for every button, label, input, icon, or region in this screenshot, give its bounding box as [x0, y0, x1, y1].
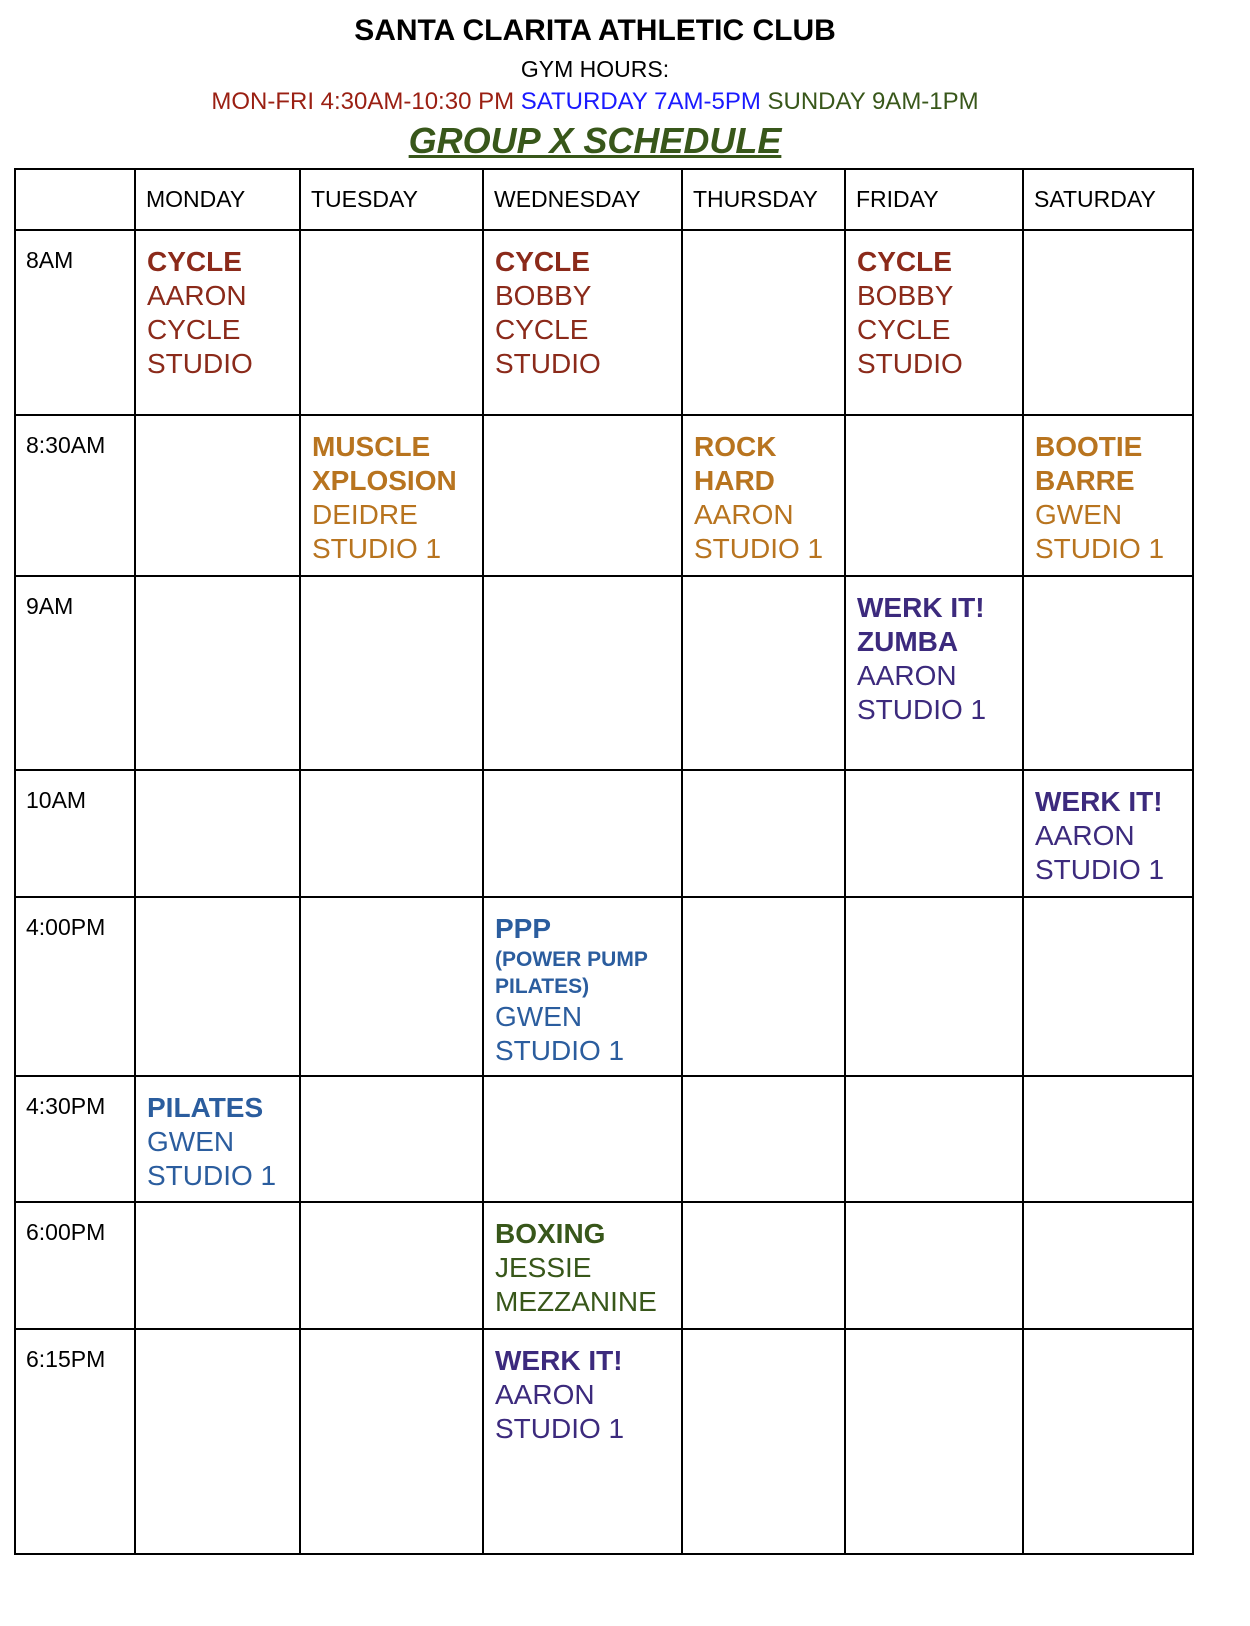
class-cell [845, 415, 1023, 576]
class-name: BOOTIE [1035, 431, 1143, 462]
instructor: AARON [694, 499, 794, 530]
class-cell [845, 1076, 1023, 1202]
instructor: DEIDRE [312, 499, 418, 530]
class-cell [682, 1076, 845, 1202]
table-row [15, 1329, 1193, 1554]
location: MEZZANINE [495, 1286, 657, 1317]
instructor: GWEN [495, 1001, 583, 1032]
class-cell [300, 415, 483, 576]
schedule-title: GROUP X SCHEDULE [408, 120, 782, 161]
day-header: WEDNESDAY [483, 169, 682, 230]
class-name: BARRE [1035, 465, 1135, 496]
day-header: FRIDAY [845, 169, 1023, 230]
location: STUDIO 1 [495, 1035, 625, 1066]
location: STUDIO 1 [495, 1413, 625, 1444]
class-cell [682, 576, 845, 770]
class-cell [682, 1202, 845, 1329]
day-header: MONDAY [135, 169, 300, 230]
day-header: SATURDAY [1023, 169, 1193, 230]
hours-segment: SUNDAY 9AM-1PM [767, 88, 979, 115]
class-cell [483, 576, 682, 770]
table-row [15, 770, 1193, 897]
location: STUDIO [147, 348, 253, 379]
class-cell [682, 897, 845, 1076]
class-cell [135, 415, 300, 576]
class-cell [483, 1202, 682, 1329]
instructor: AARON [495, 1379, 595, 1410]
class-name: CYCLE [147, 246, 242, 277]
class-cell [1023, 770, 1193, 897]
class-cell [845, 770, 1023, 897]
class-cell [300, 576, 483, 770]
day-header: THURSDAY [682, 169, 845, 230]
location: CYCLE [495, 314, 589, 345]
instructor: AARON [1035, 820, 1135, 851]
header-row [15, 169, 1193, 230]
class-cell [135, 1329, 300, 1554]
class-cell [483, 230, 682, 415]
gym-hours-label: GYM HOURS: [520, 56, 670, 82]
class-name: CYCLE [857, 246, 952, 277]
class-name: BOXING [495, 1218, 606, 1249]
class-cell [300, 1329, 483, 1554]
club-name: SANTA CLARITA ATHLETIC CLUB [354, 14, 836, 47]
class-cell [682, 770, 845, 897]
location: STUDIO 1 [694, 533, 824, 564]
instructor: AARON [147, 280, 247, 311]
location: STUDIO 1 [1035, 854, 1165, 885]
class-cell [135, 897, 300, 1076]
class-cell [682, 230, 845, 415]
instructor: AARON [857, 660, 957, 691]
corner-cell [15, 169, 135, 230]
table-row [15, 415, 1193, 576]
table-row [15, 1076, 1193, 1202]
class-cell [483, 897, 682, 1076]
time-cell: 8:30AM [15, 415, 135, 576]
class-name: WERK IT! [857, 592, 985, 623]
location: STUDIO 1 [147, 1160, 277, 1191]
class-name: XPLOSION [312, 465, 457, 496]
class-cell [135, 1202, 300, 1329]
instructor: GWEN [147, 1126, 235, 1157]
location: STUDIO 1 [312, 533, 442, 564]
class-cell [1023, 230, 1193, 415]
class-cell [300, 897, 483, 1076]
class-name: PPP [495, 913, 552, 944]
location: STUDIO 1 [1035, 533, 1165, 564]
class-cell [135, 230, 300, 415]
class-cell [1023, 1329, 1193, 1554]
class-cell [483, 415, 682, 576]
class-name: PILATES [147, 1092, 264, 1123]
time-cell: 8AM [15, 230, 135, 415]
class-subtitle: (POWER PUMP [495, 948, 648, 971]
table-row [15, 230, 1193, 415]
location: CYCLE [857, 314, 951, 345]
class-cell [300, 230, 483, 415]
location: STUDIO [495, 348, 601, 379]
class-cell [845, 1202, 1023, 1329]
class-cell [682, 415, 845, 576]
class-cell [845, 576, 1023, 770]
time-cell: 4:30PM [15, 1076, 135, 1202]
time-cell: 6:15PM [15, 1329, 135, 1554]
class-name: CYCLE [495, 246, 590, 277]
class-name: HARD [694, 465, 775, 496]
class-cell [135, 576, 300, 770]
location: CYCLE [147, 314, 241, 345]
class-cell [1023, 1076, 1193, 1202]
class-name: WERK IT! [495, 1345, 623, 1376]
gym-hours [0, 88, 1190, 116]
class-subtitle: PILATES) [495, 975, 590, 998]
time-cell: 4:00PM [15, 897, 135, 1076]
table-row [15, 576, 1193, 770]
class-cell [300, 1202, 483, 1329]
location: STUDIO 1 [857, 694, 987, 725]
class-cell [845, 1329, 1023, 1554]
day-header: TUESDAY [300, 169, 483, 230]
hours-segment: MON-FRI 4:30AM-10:30 PM [211, 88, 515, 115]
hours-segment: SATURDAY 7AM-5PM [520, 88, 761, 115]
class-name: MUSCLE [312, 431, 431, 462]
table-row [15, 1202, 1193, 1329]
class-cell [300, 1076, 483, 1202]
class-cell [845, 897, 1023, 1076]
class-cell [1023, 576, 1193, 770]
instructor: JESSIE [495, 1252, 592, 1283]
class-cell [300, 770, 483, 897]
time-cell: 9AM [15, 576, 135, 770]
class-cell [483, 1076, 682, 1202]
instructor: BOBBY [495, 280, 592, 311]
class-cell [1023, 1202, 1193, 1329]
time-cell: 6:00PM [15, 1202, 135, 1329]
instructor: BOBBY [857, 280, 954, 311]
schedule-table [14, 168, 1194, 1555]
class-cell [135, 1076, 300, 1202]
class-cell [682, 1329, 845, 1554]
class-name: ZUMBA [857, 626, 959, 657]
class-cell [845, 230, 1023, 415]
class-cell [1023, 415, 1193, 576]
class-cell [483, 1329, 682, 1554]
location: STUDIO [857, 348, 963, 379]
table-row [15, 897, 1193, 1076]
class-cell [135, 770, 300, 897]
instructor: GWEN [1035, 499, 1123, 530]
time-cell: 10AM [15, 770, 135, 897]
class-name: ROCK [694, 431, 777, 462]
class-cell [1023, 897, 1193, 1076]
class-name: WERK IT! [1035, 786, 1163, 817]
class-cell [483, 770, 682, 897]
